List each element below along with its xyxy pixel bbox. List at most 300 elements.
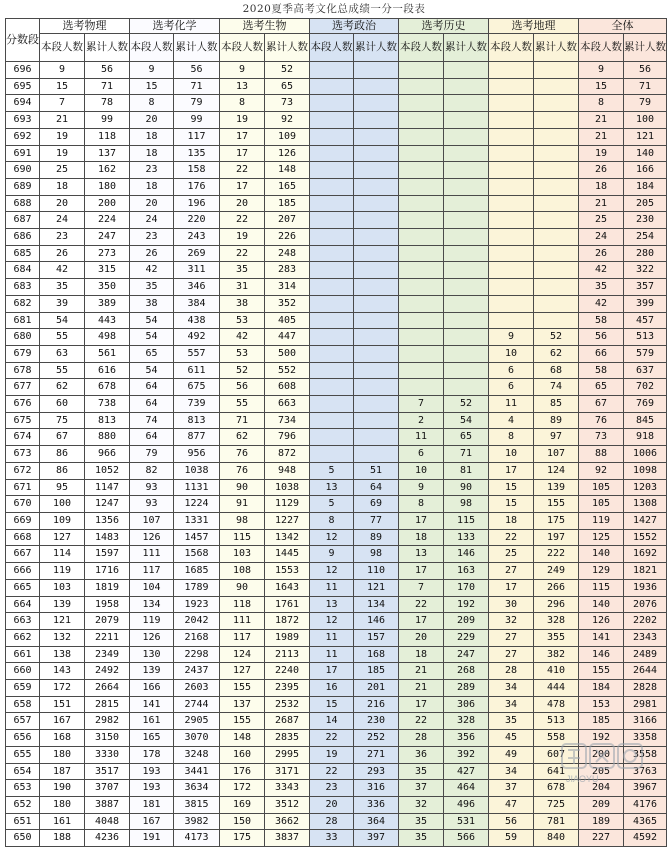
group-header-politics: 选考政治: [310, 19, 399, 34]
total-segment-cell: 42: [579, 262, 624, 279]
biology-segment-cell: 35: [220, 262, 265, 279]
biology-segment-cell: 52: [220, 362, 265, 379]
score-cell: 669: [6, 512, 40, 529]
politics-segment-cell: [310, 262, 354, 279]
biology-cumulative-cell: 165: [265, 178, 310, 195]
history-segment-cell: 17: [399, 613, 444, 630]
geography-segment-cell: 34: [489, 696, 534, 713]
table-row: [6, 345, 667, 362]
politics-segment-cell: 12: [310, 613, 354, 630]
chemistry-segment-cell: 64: [130, 396, 174, 413]
score-cell: 683: [6, 279, 40, 296]
table-row: [6, 446, 667, 463]
sub-header-cumulative: 累计人数: [265, 34, 310, 62]
chemistry-cumulative-cell: 56: [174, 62, 220, 79]
physics-cumulative-cell: 561: [85, 345, 130, 362]
chemistry-segment-cell: 54: [130, 312, 174, 329]
biology-cumulative-cell: 3837: [265, 830, 310, 847]
history-cumulative-cell: [444, 312, 489, 329]
physics-cumulative-cell: 1247: [85, 496, 130, 513]
physics-segment-cell: 86: [40, 462, 85, 479]
total-cumulative-cell: 2489: [624, 646, 667, 663]
history-segment-cell: [399, 162, 444, 179]
score-cell: 650: [6, 830, 40, 847]
politics-cumulative-cell: 64: [354, 479, 399, 496]
physics-cumulative-cell: 3330: [85, 746, 130, 763]
biology-cumulative-cell: 185: [265, 195, 310, 212]
geography-cumulative-cell: 478: [534, 696, 579, 713]
politics-segment-cell: 22: [310, 730, 354, 747]
geography-cumulative-cell: 89: [534, 412, 579, 429]
total-segment-cell: 115: [579, 579, 624, 596]
physics-segment-cell: 167: [40, 713, 85, 730]
total-segment-cell: 21: [579, 195, 624, 212]
politics-cumulative-cell: 185: [354, 663, 399, 680]
history-segment-cell: 8: [399, 496, 444, 513]
biology-cumulative-cell: 872: [265, 446, 310, 463]
chemistry-segment-cell: 18: [130, 128, 174, 145]
history-segment-cell: 35: [399, 813, 444, 830]
chemistry-segment-cell: 38: [130, 295, 174, 312]
table-row: [6, 212, 667, 229]
physics-cumulative-cell: 350: [85, 279, 130, 296]
biology-segment-cell: 71: [220, 412, 265, 429]
score-cell: 677: [6, 379, 40, 396]
total-segment-cell: 105: [579, 479, 624, 496]
politics-segment-cell: 17: [310, 663, 354, 680]
biology-cumulative-cell: 109: [265, 128, 310, 145]
total-cumulative-cell: 1692: [624, 546, 667, 563]
geography-segment-cell: 10: [489, 446, 534, 463]
table-row: [6, 462, 667, 479]
geography-segment-cell: 30: [489, 596, 534, 613]
biology-segment-cell: 124: [220, 646, 265, 663]
biology-segment-cell: 17: [220, 178, 265, 195]
physics-cumulative-cell: 1147: [85, 479, 130, 496]
total-segment-cell: 153: [579, 696, 624, 713]
history-cumulative-cell: [444, 178, 489, 195]
biology-cumulative-cell: 2113: [265, 646, 310, 663]
table-row: [6, 279, 667, 296]
history-segment-cell: 37: [399, 780, 444, 797]
chemistry-cumulative-cell: 739: [174, 396, 220, 413]
biology-segment-cell: 91: [220, 496, 265, 513]
score-cell: 663: [6, 613, 40, 630]
chemistry-cumulative-cell: 1568: [174, 546, 220, 563]
total-cumulative-cell: 254: [624, 229, 667, 246]
politics-segment-cell: 13: [310, 479, 354, 496]
geography-segment-cell: 27: [489, 646, 534, 663]
biology-segment-cell: 150: [220, 813, 265, 830]
total-cumulative-cell: 2644: [624, 663, 667, 680]
total-cumulative-cell: 3967: [624, 780, 667, 797]
chemistry-segment-cell: 178: [130, 746, 174, 763]
table-row: [6, 796, 667, 813]
geography-segment-cell: 18: [489, 512, 534, 529]
politics-cumulative-cell: [354, 128, 399, 145]
total-cumulative-cell: 79: [624, 95, 667, 112]
chemistry-cumulative-cell: 196: [174, 195, 220, 212]
history-cumulative-cell: 115: [444, 512, 489, 529]
geography-segment-cell: 49: [489, 746, 534, 763]
history-segment-cell: [399, 112, 444, 129]
politics-segment-cell: [310, 62, 354, 79]
biology-cumulative-cell: 283: [265, 262, 310, 279]
history-segment-cell: 10: [399, 462, 444, 479]
physics-cumulative-cell: 71: [85, 78, 130, 95]
score-cell: 696: [6, 62, 40, 79]
score-cell: 694: [6, 95, 40, 112]
sub-header-segment: 本段人数: [399, 34, 444, 62]
history-cumulative-cell: [444, 112, 489, 129]
chemistry-segment-cell: 167: [130, 813, 174, 830]
history-cumulative-cell: 52: [444, 396, 489, 413]
chemistry-segment-cell: 26: [130, 245, 174, 262]
politics-segment-cell: [310, 329, 354, 346]
total-cumulative-cell: 230: [624, 212, 667, 229]
physics-segment-cell: 7: [40, 95, 85, 112]
table-row: [6, 178, 667, 195]
physics-segment-cell: 35: [40, 279, 85, 296]
geography-cumulative-cell: [534, 295, 579, 312]
geography-segment-cell: [489, 95, 534, 112]
score-cell: 682: [6, 295, 40, 312]
history-cumulative-cell: [444, 362, 489, 379]
table-row: [6, 95, 667, 112]
biology-segment-cell: 55: [220, 396, 265, 413]
politics-segment-cell: [310, 145, 354, 162]
geography-segment-cell: 34: [489, 763, 534, 780]
physics-segment-cell: 161: [40, 813, 85, 830]
total-segment-cell: 146: [579, 646, 624, 663]
table-row: [6, 429, 667, 446]
physics-cumulative-cell: 498: [85, 329, 130, 346]
total-cumulative-cell: 322: [624, 262, 667, 279]
table-row: [6, 813, 667, 830]
physics-cumulative-cell: 813: [85, 412, 130, 429]
geography-cumulative-cell: 74: [534, 379, 579, 396]
table-row: [6, 295, 667, 312]
score-cell: 665: [6, 579, 40, 596]
score-cell: 675: [6, 412, 40, 429]
history-cumulative-cell: 192: [444, 596, 489, 613]
politics-segment-cell: [310, 396, 354, 413]
group-header-physics: 选考物理: [40, 19, 130, 34]
geography-segment-cell: 17: [489, 579, 534, 596]
geography-cumulative-cell: [534, 212, 579, 229]
score-cell: 686: [6, 229, 40, 246]
geography-segment-cell: 35: [489, 713, 534, 730]
geography-cumulative-cell: 296: [534, 596, 579, 613]
physics-segment-cell: 39: [40, 295, 85, 312]
geography-cumulative-cell: 124: [534, 462, 579, 479]
history-segment-cell: [399, 62, 444, 79]
table-row: [6, 229, 667, 246]
physics-cumulative-cell: 3517: [85, 763, 130, 780]
score-cell: 653: [6, 780, 40, 797]
physics-segment-cell: 103: [40, 579, 85, 596]
history-cumulative-cell: [444, 145, 489, 162]
chemistry-segment-cell: 82: [130, 462, 174, 479]
svg-text:JIAOYU: JIAOYU: [566, 774, 599, 784]
history-segment-cell: 20: [399, 629, 444, 646]
table-row: [6, 479, 667, 496]
politics-segment-cell: [310, 162, 354, 179]
politics-cumulative-cell: 110: [354, 563, 399, 580]
geography-cumulative-cell: 197: [534, 529, 579, 546]
geography-segment-cell: [489, 62, 534, 79]
politics-segment-cell: 8: [310, 512, 354, 529]
biology-segment-cell: 19: [220, 112, 265, 129]
history-cumulative-cell: [444, 229, 489, 246]
history-segment-cell: 17: [399, 696, 444, 713]
history-segment-cell: 35: [399, 763, 444, 780]
score-cell: 664: [6, 596, 40, 613]
politics-cumulative-cell: [354, 62, 399, 79]
geography-cumulative-cell: 68: [534, 362, 579, 379]
history-cumulative-cell: 496: [444, 796, 489, 813]
physics-segment-cell: 86: [40, 446, 85, 463]
table-row: [6, 396, 667, 413]
politics-segment-cell: 11: [310, 629, 354, 646]
geography-cumulative-cell: [534, 279, 579, 296]
physics-segment-cell: 109: [40, 512, 85, 529]
geography-cumulative-cell: 175: [534, 512, 579, 529]
history-cumulative-cell: 306: [444, 696, 489, 713]
group-header-row: [6, 19, 667, 34]
biology-segment-cell: 76: [220, 446, 265, 463]
total-segment-cell: 200: [579, 746, 624, 763]
group-header-biology: 选考生物: [220, 19, 310, 34]
total-segment-cell: 184: [579, 680, 624, 697]
physics-segment-cell: 127: [40, 529, 85, 546]
chemistry-cumulative-cell: 2298: [174, 646, 220, 663]
physics-cumulative-cell: 2815: [85, 696, 130, 713]
score-cell: 684: [6, 262, 40, 279]
history-cumulative-cell: 133: [444, 529, 489, 546]
history-cumulative-cell: 81: [444, 462, 489, 479]
geography-segment-cell: 27: [489, 563, 534, 580]
geography-cumulative-cell: 513: [534, 713, 579, 730]
physics-cumulative-cell: 2982: [85, 713, 130, 730]
politics-cumulative-cell: [354, 379, 399, 396]
biology-segment-cell: 90: [220, 579, 265, 596]
politics-cumulative-cell: 336: [354, 796, 399, 813]
total-segment-cell: 126: [579, 613, 624, 630]
total-cumulative-cell: 56: [624, 62, 667, 79]
total-segment-cell: 25: [579, 212, 624, 229]
politics-segment-cell: 20: [310, 796, 354, 813]
chemistry-cumulative-cell: 311: [174, 262, 220, 279]
physics-segment-cell: 62: [40, 379, 85, 396]
physics-segment-cell: 21: [40, 112, 85, 129]
physics-cumulative-cell: 1716: [85, 563, 130, 580]
biology-segment-cell: 76: [220, 462, 265, 479]
geography-segment-cell: 15: [489, 479, 534, 496]
geography-segment-cell: [489, 78, 534, 95]
physics-segment-cell: 67: [40, 429, 85, 446]
geography-segment-cell: [489, 195, 534, 212]
politics-cumulative-cell: [354, 412, 399, 429]
table-row: [6, 262, 667, 279]
physics-segment-cell: 9: [40, 62, 85, 79]
physics-cumulative-cell: 224: [85, 212, 130, 229]
sub-header-cumulative: 累计人数: [444, 34, 489, 62]
biology-cumulative-cell: 73: [265, 95, 310, 112]
biology-segment-cell: 103: [220, 546, 265, 563]
geography-segment-cell: 45: [489, 730, 534, 747]
geography-segment-cell: 37: [489, 780, 534, 797]
biology-segment-cell: 108: [220, 563, 265, 580]
table-row: [6, 529, 667, 546]
score-cell: 674: [6, 429, 40, 446]
total-segment-cell: 185: [579, 713, 624, 730]
total-segment-cell: 73: [579, 429, 624, 446]
score-cell: 688: [6, 195, 40, 212]
politics-cumulative-cell: 157: [354, 629, 399, 646]
geography-segment-cell: [489, 312, 534, 329]
politics-segment-cell: [310, 178, 354, 195]
sub-header-row: [6, 34, 667, 62]
geography-cumulative-cell: 410: [534, 663, 579, 680]
biology-segment-cell: 13: [220, 78, 265, 95]
chemistry-segment-cell: 65: [130, 345, 174, 362]
history-segment-cell: 28: [399, 730, 444, 747]
history-cumulative-cell: 356: [444, 730, 489, 747]
history-segment-cell: [399, 212, 444, 229]
sub-header-cumulative: 累计人数: [354, 34, 399, 62]
geography-cumulative-cell: 444: [534, 680, 579, 697]
geography-segment-cell: 15: [489, 496, 534, 513]
history-cumulative-cell: 90: [444, 479, 489, 496]
chemistry-segment-cell: 79: [130, 446, 174, 463]
biology-segment-cell: 17: [220, 128, 265, 145]
biology-cumulative-cell: 226: [265, 229, 310, 246]
total-segment-cell: 140: [579, 546, 624, 563]
biology-segment-cell: 148: [220, 730, 265, 747]
politics-cumulative-cell: [354, 312, 399, 329]
total-cumulative-cell: 918: [624, 429, 667, 446]
physics-segment-cell: 75: [40, 412, 85, 429]
history-cumulative-cell: 464: [444, 780, 489, 797]
physics-cumulative-cell: 180: [85, 178, 130, 195]
history-cumulative-cell: 268: [444, 663, 489, 680]
physics-segment-cell: 168: [40, 730, 85, 747]
chemistry-segment-cell: 42: [130, 262, 174, 279]
physics-segment-cell: 95: [40, 479, 85, 496]
chemistry-segment-cell: 54: [130, 329, 174, 346]
table-body: [6, 62, 667, 847]
history-cumulative-cell: [444, 62, 489, 79]
history-segment-cell: [399, 379, 444, 396]
biology-cumulative-cell: 1872: [265, 613, 310, 630]
sub-header-segment: 本段人数: [579, 34, 624, 62]
score-cell: 660: [6, 663, 40, 680]
history-segment-cell: [399, 95, 444, 112]
history-cumulative-cell: [444, 128, 489, 145]
politics-cumulative-cell: 168: [354, 646, 399, 663]
physics-cumulative-cell: 1597: [85, 546, 130, 563]
geography-segment-cell: 34: [489, 680, 534, 697]
physics-cumulative-cell: 1052: [85, 462, 130, 479]
politics-cumulative-cell: [354, 178, 399, 195]
biology-segment-cell: 127: [220, 663, 265, 680]
physics-cumulative-cell: 1483: [85, 529, 130, 546]
score-cell: 691: [6, 145, 40, 162]
geography-segment-cell: [489, 212, 534, 229]
score-cell: 672: [6, 462, 40, 479]
score-cell: 680: [6, 329, 40, 346]
table-row: [6, 162, 667, 179]
geography-cumulative-cell: [534, 112, 579, 129]
history-cumulative-cell: [444, 162, 489, 179]
chemistry-cumulative-cell: 1789: [174, 579, 220, 596]
history-cumulative-cell: 531: [444, 813, 489, 830]
history-cumulative-cell: 98: [444, 496, 489, 513]
total-cumulative-cell: 3358: [624, 730, 667, 747]
chemistry-cumulative-cell: 675: [174, 379, 220, 396]
chemistry-cumulative-cell: 346: [174, 279, 220, 296]
geography-cumulative-cell: 85: [534, 396, 579, 413]
history-cumulative-cell: 209: [444, 613, 489, 630]
politics-segment-cell: 12: [310, 529, 354, 546]
total-segment-cell: 65: [579, 379, 624, 396]
biology-cumulative-cell: 1227: [265, 512, 310, 529]
geography-segment-cell: 32: [489, 613, 534, 630]
history-cumulative-cell: 65: [444, 429, 489, 446]
chemistry-segment-cell: 107: [130, 512, 174, 529]
chemistry-cumulative-cell: 438: [174, 312, 220, 329]
biology-cumulative-cell: 3662: [265, 813, 310, 830]
sub-header-segment: 本段人数: [489, 34, 534, 62]
geography-cumulative-cell: [534, 162, 579, 179]
history-segment-cell: [399, 178, 444, 195]
politics-cumulative-cell: 146: [354, 613, 399, 630]
history-segment-cell: [399, 279, 444, 296]
politics-cumulative-cell: 216: [354, 696, 399, 713]
physics-segment-cell: 180: [40, 796, 85, 813]
total-segment-cell: 140: [579, 596, 624, 613]
politics-cumulative-cell: [354, 446, 399, 463]
total-segment-cell: 56: [579, 329, 624, 346]
physics-segment-cell: 54: [40, 312, 85, 329]
history-segment-cell: 17: [399, 512, 444, 529]
total-segment-cell: 227: [579, 830, 624, 847]
chemistry-cumulative-cell: 135: [174, 145, 220, 162]
geography-segment-cell: [489, 245, 534, 262]
table-row: [6, 680, 667, 697]
history-segment-cell: [399, 195, 444, 212]
chemistry-segment-cell: 15: [130, 78, 174, 95]
biology-segment-cell: 38: [220, 295, 265, 312]
group-header-total: 全体: [579, 19, 667, 34]
geography-cumulative-cell: 97: [534, 429, 579, 446]
score-cell: 662: [6, 629, 40, 646]
chemistry-segment-cell: 23: [130, 162, 174, 179]
biology-cumulative-cell: 734: [265, 412, 310, 429]
chemistry-cumulative-cell: 1923: [174, 596, 220, 613]
politics-cumulative-cell: [354, 78, 399, 95]
politics-cumulative-cell: 271: [354, 746, 399, 763]
physics-segment-cell: 26: [40, 245, 85, 262]
physics-cumulative-cell: 56: [85, 62, 130, 79]
total-segment-cell: 119: [579, 512, 624, 529]
geography-segment-cell: 4: [489, 412, 534, 429]
geography-segment-cell: [489, 162, 534, 179]
politics-cumulative-cell: [354, 262, 399, 279]
biology-segment-cell: 117: [220, 629, 265, 646]
total-cumulative-cell: 3763: [624, 763, 667, 780]
